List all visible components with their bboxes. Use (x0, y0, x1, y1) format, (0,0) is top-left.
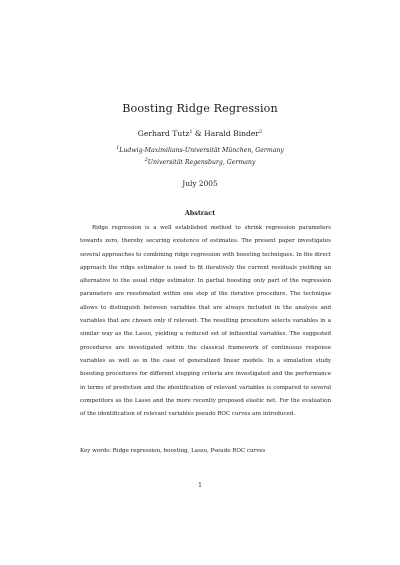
author-affiliation-marker: 1 (189, 129, 193, 135)
affiliation-2 (0, 159, 400, 166)
affiliation-1 (0, 147, 400, 154)
affiliation-marker: 1 (116, 145, 120, 151)
abstract-body: Ridge regression is a well established method to shrink regression parameters towards zero, thereby securing existence of estimates. The present paper investigates several approaches to combining ridge regression with boosting techniques. In the direct approach the ridge estimator is used to fit iteratively the current residuals yielding an alternative to the usual ridge estimator. In partial boosting only part of the regression parameters are reestimated within one step of the iterative procedure. The technique allows to distinguish between variables that are always included in the analysis and variables that are chosen only if relevant. The resulting procedure selects variables in a similar way as the Lasso, yielding a reduced set of influential variables. The suggested procedures are investigated within the classical framework of continuous response variables as well as in the case of generalized linear models. In a simulation study boosting procedures for different stopping criteria are investigated and the performance in terms of prediction and the identification of relevant variables is compared to several competitors as the Lasso and the more recently proposed elastic net. For the evaluation of the identification of relevant variables pseudo ROC curves are introduced. (80, 225, 331, 418)
keywords: Key words: Ridge regression, boosting, Lasso, Pseudo ROC curves (80, 448, 266, 454)
author-separator: & (192, 129, 205, 138)
page-number: 1 (198, 482, 202, 489)
author-line (0, 129, 400, 138)
author-name: Gerhard Tutz (137, 129, 190, 138)
author-name: Harald Binder (204, 129, 260, 138)
affiliation-text: Universität Regensburg, Germany (147, 159, 256, 166)
affiliation-marker: 2 (144, 157, 148, 163)
affiliation-text: Ludwig-Maximilians-Universität München, Germany (119, 147, 284, 154)
abstract-heading: Abstract (184, 209, 216, 217)
paper-title: Boosting Ridge Regression (122, 102, 278, 115)
author-affiliation-marker: 2 (259, 129, 263, 135)
publication-date: July 2005 (182, 179, 218, 188)
